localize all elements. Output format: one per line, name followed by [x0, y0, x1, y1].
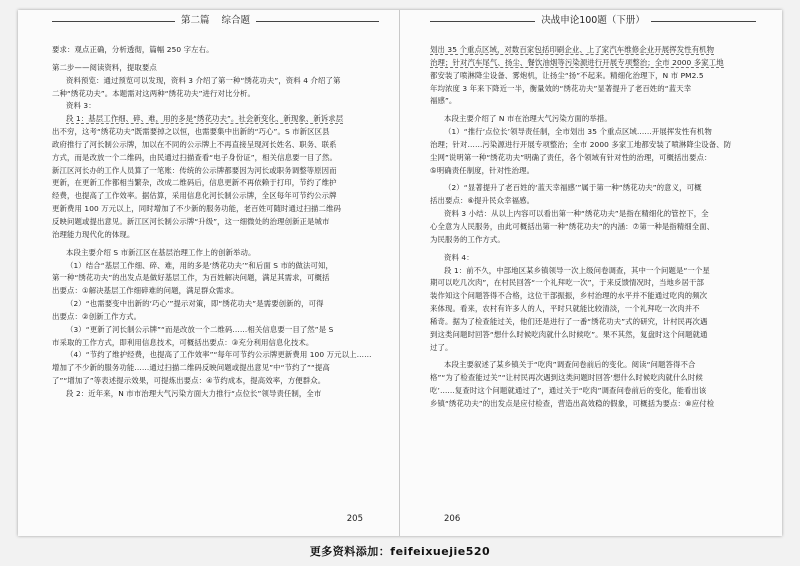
line-text: 都安装了喷淋降尘设备、雾炮机，让扬尘“扬”不起来。精细化治理下，N 市 PM2.5: [430, 70, 704, 80]
text-line: [52, 113, 379, 126]
text-line: [430, 329, 756, 342]
text-line: [430, 290, 756, 303]
text-line: [430, 385, 756, 398]
page-number-right: 206: [444, 514, 461, 524]
line-text: 方式，而是改放一个二维码，由民通过扫描查看“电子身份证”，相关信息要一目了然。: [52, 152, 338, 162]
text-line: [430, 113, 756, 126]
footer-note: 更多资料添加：feifeixuejie520: [309, 545, 491, 558]
header-rule: [256, 21, 379, 22]
line-text: （1）结合“基层工作细、碎、难，用的多是‘绣花功夫’”和后面 S 市的做法可知，: [66, 260, 333, 270]
text-line: [52, 100, 379, 113]
line-text: 出不穷，这考“绣花功夫”既需要掉之以恒，也需要集中出新的“巧心”。S 市新区区县: [52, 127, 330, 137]
header-rule: [430, 21, 535, 22]
text-line: [430, 277, 756, 290]
header-section-title: 综合题: [221, 15, 251, 26]
text-line: [52, 349, 379, 362]
text-line: [52, 88, 379, 101]
text-line: [430, 265, 756, 278]
text-line: [430, 234, 756, 247]
line-text: 稀奇。据为了检查能过关，他们还是进行了一番“绣花功夫”式的研究，计村民再次遇: [430, 316, 708, 326]
header-book-title: 决战申论100题（下册）: [541, 15, 645, 26]
line-text: 段 1：基层工作细、碎、难，用的多是“绣花功夫”。社会新变化、新现象、新诉求层: [66, 114, 344, 124]
line-text: （1）“推行‘点位长’领导责任制，全市划出 35 个重点区域……开展挥发性有机物: [444, 127, 712, 137]
text-line: [52, 203, 379, 216]
line-text: 治理能力现代化的体现。: [52, 229, 135, 239]
line-text: 第二步——阅读资料，提取要点: [52, 62, 157, 72]
text-line: [52, 298, 379, 311]
text-line: [430, 139, 756, 152]
line-text: 反映问题或提出意见。新江区河长制公示牌“升级”，这一细微处的治理创新正是城市: [52, 216, 330, 226]
line-text: （3）“更新了河长制公示牌”“而是改放一个二维码……相关信息要一目了然”是 S: [66, 324, 334, 334]
line-text: 更新，在更新工作都相当繁杂，改成二维码后，信息更新不再依赖于打印，节约了维护: [52, 178, 337, 188]
line-text: 更新费用 100 万元以上，同时增加了不少新的服务功能，老百姓可随时通过扫描二维码: [52, 204, 341, 214]
text-line: [52, 75, 379, 88]
line-text: 政府推行了河长制公示牌，加以在不同的公示牌上不再直接呈现河长姓名、职务、联系: [52, 139, 337, 149]
line-text: 第一种“绣花功夫”的出发点是做好基层工作，为百姓解决问题，满足其需求，可概括: [52, 273, 330, 283]
left-page-header: [52, 14, 379, 28]
text-line: [430, 126, 756, 139]
line-text: 本段主要介绍了 N 市在治理大气污染方面的举措。: [444, 114, 612, 124]
line-text: （2）“显著提升了老百姓的‘蓝天幸福感’”属于第一种“绣花功夫”的意义，可概: [444, 183, 702, 193]
line-text: 本段主要叙述了某乡镇关于“吃肉”调查问卷前后的变化。阅读“问题答得不合: [444, 360, 696, 370]
line-text: 括出要点：⑥提升民众幸福感。: [430, 196, 535, 206]
text-line: [52, 311, 379, 324]
line-text: 尘网”说明第一种“绣花功夫”明确了责任，各个领域有针对性的治理，可概括出要点：: [430, 152, 712, 162]
line-text: 乡镇“绣花功夫”的出发点是应付检查，营造出高效稳的假象，可概括为要点：⑧应付检: [430, 398, 715, 408]
text-line: [430, 208, 756, 221]
text-line: [52, 362, 379, 375]
line-text: 来体现。看来，农村有许多人的人，平时只就能比较清淡，一个礼拜吃一次肉并不: [430, 304, 700, 314]
line-text: 了”“增加了”等表述提示效果，可提炼出要点：④节约成本，提高效率，方便群众。: [52, 376, 326, 386]
line-text: ⑤明确责任制度，针对性治理。: [430, 165, 535, 175]
text-line: [430, 152, 756, 165]
line-text: 装作知这个问题答得不合格，这位干部振振，乡村治理的水平并不能通过吃肉的频次: [430, 291, 708, 301]
line-text: 格”“为了检查能过关”“让村民再次遇到这类问题时回答‘想什么时候吃肉就什么时候: [430, 373, 703, 383]
left-page-body: [52, 44, 379, 401]
text-line: [52, 229, 379, 242]
text-line: [430, 44, 756, 57]
line-text: 资料预览：通过预览可以发现，资料 3 介绍了第一种“绣花功夫”，资料 4 介绍了第: [66, 75, 341, 85]
line-text: 出要点：①解决基层工作细碎难的问题，满足群众需求。: [52, 286, 239, 296]
line-text: 增加了不少新的服务功能……通过扫描二维码反映问题或提出意见”中“节约了”“提高: [52, 363, 330, 373]
line-text: 经费，也提高了工作效率。据估算，采用信息化河长制公示牌，全区每年可节约公示牌: [52, 191, 337, 201]
line-text: 二种“绣花功夫”。本题需对这两种“绣花功夫”进行对比分析。: [52, 88, 255, 98]
text-line: [52, 324, 379, 337]
text-line: [52, 190, 379, 203]
header-rule: [651, 21, 756, 22]
line-text: 心全意为人民服务，由此可概括出第一种“绣花功夫”的内涵：⑦第一种是指精细全面、: [430, 221, 715, 231]
text-line: [430, 398, 756, 411]
text-line: [430, 195, 756, 208]
text-line: [52, 152, 379, 165]
text-line: [52, 139, 379, 152]
text-line: [430, 57, 756, 70]
text-line: [52, 375, 379, 388]
line-text: 为民服务的工作方式。: [430, 234, 505, 244]
header-chapter: 第二篇: [180, 15, 210, 26]
line-text: 本段主要介绍 S 市新江区在基层治理工作上的创新举动。: [66, 247, 256, 257]
text-line: [430, 182, 756, 195]
line-text: 要求：观点正确，分析透彻，篇幅 250 字左右。: [52, 45, 214, 54]
right-page-header: [430, 14, 756, 28]
line-text: （4）“节约了维护经费，也提高了工作效率”“每年可节约公示牌更新费用 100 万元以上……: [66, 350, 372, 360]
header-rule: [52, 21, 175, 22]
line-text: 划出 35 个重点区域，对数百家包括印刷企业、上了家汽车维修企业开展挥发性有机物: [430, 45, 715, 54]
line-text: 资料 3 小结：从以上内容可以看出第一种“绣花功夫”是指在精细化的管控下，全: [444, 209, 709, 219]
text-line: [430, 83, 756, 96]
line-text: 出要点：②创新工作方式。: [52, 311, 142, 321]
text-line: [52, 272, 379, 285]
right-page: [400, 10, 782, 536]
text-line: [430, 95, 756, 108]
line-text: 到这类问题时回答“想什么时候吃肉就什么时候吃”。果不其然，复盘时这个问题就通: [430, 329, 708, 339]
text-line: [52, 177, 379, 190]
left-page: [18, 10, 400, 536]
text-line: [52, 388, 379, 401]
text-line: [52, 337, 379, 350]
text-line: [52, 165, 379, 178]
line-text: （2）“也需要变中出新的‘巧心’”提示对策，即“绣花功夫”是需要创新的，可得: [66, 299, 324, 309]
line-text: 治理；针对……污染源进行开展专项整治；全市 2000 多家工地都安装了喷淋降尘设备、防: [430, 139, 732, 149]
line-text: 治理；针对汽车尾气、扬尘、餐饮油烟等污染源进行开展专项整治；全市 2000 多家工地: [430, 57, 724, 67]
text-line: [430, 303, 756, 316]
text-line: [430, 359, 756, 372]
text-line: [430, 70, 756, 83]
page-number-left: 205: [346, 514, 363, 524]
line-text: 新江区河长办的工作人员算了一笔账：传统的公示牌都要因为河长或职务调整等原因而: [52, 165, 337, 175]
line-text: 资料 4：: [444, 252, 474, 262]
text-line: [430, 316, 756, 329]
line-text: 段 1：前不久，中部地区某乡镇领导一次上级问卷调查，其中一个问题是“一个星: [444, 265, 710, 275]
text-line: [430, 372, 756, 385]
line-text: 期可以吃几次肉”，在村民回答“一个礼拜吃一次”，于来反馈情况时，当地乡居干部: [430, 278, 704, 288]
text-line: [52, 62, 379, 75]
line-text: 市采取的工作方式，即利用信息技术，可概括出要点：③充分利用信息化技术。: [52, 337, 314, 347]
line-text: 年均浓度 3 年来下降近一半，衡量效的“绣花功夫”显著提升了老百姓的“蓝天幸: [430, 83, 692, 93]
text-line: [52, 126, 379, 139]
line-text: 过了。: [430, 342, 453, 352]
text-line: [430, 252, 756, 265]
text-line: [52, 260, 379, 273]
text-line: [430, 221, 756, 234]
text-line: [52, 216, 379, 229]
text-line: [52, 44, 379, 57]
line-text: 吃’……复查时这个问题就通过了”，通过关于“吃肉”调查问卷前后的变化，能看出该: [430, 386, 707, 396]
line-text: 资料 3：: [66, 101, 96, 111]
line-text: 福感”。: [430, 96, 457, 106]
text-line: [430, 165, 756, 178]
text-line: [52, 285, 379, 298]
text-line: [52, 247, 379, 260]
line-text: 段 2：近年来，N 市市治理大气污染方面大力推行“点位长”领导责任制，全市: [66, 388, 322, 398]
text-line: [430, 342, 756, 355]
right-page-body: [430, 44, 756, 411]
book-spread: [18, 10, 782, 536]
